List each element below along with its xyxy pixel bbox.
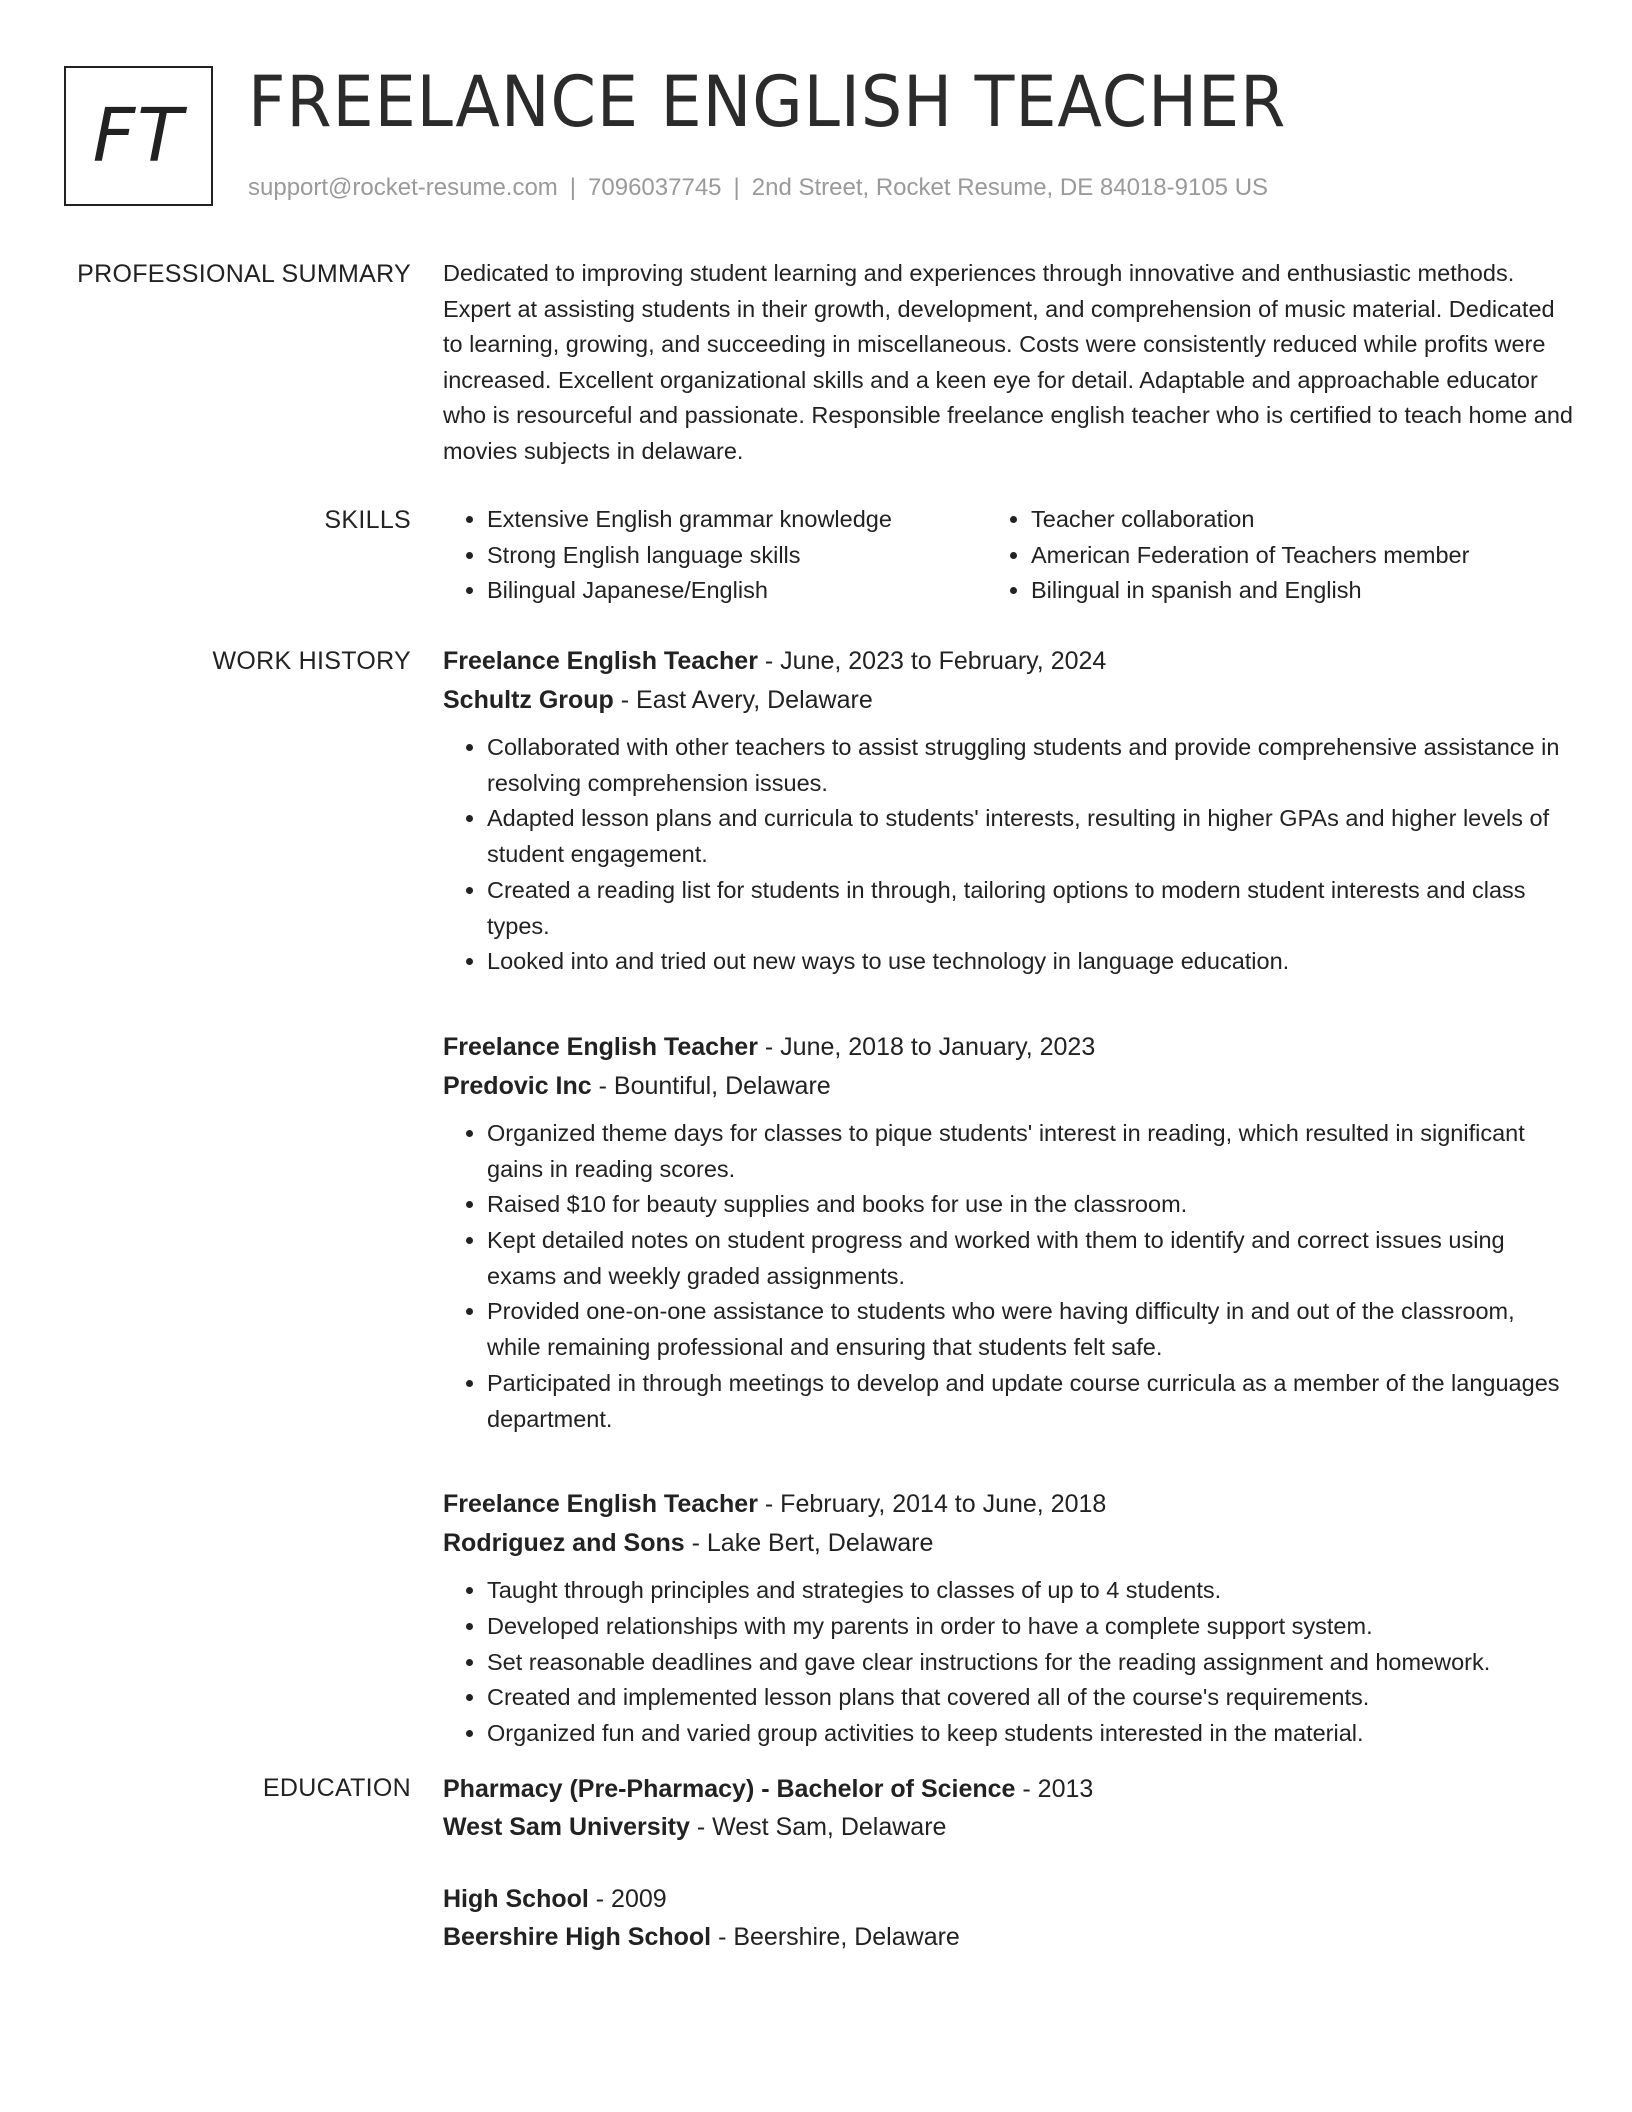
contact-separator: | <box>733 174 740 201</box>
job-bullet: • Adapted lesson plans and curricula to students' interests, resulting in higher GPAs and higher levels of student engagement. <box>487 801 1573 872</box>
contact-email: support@rocket-resume.com <box>248 174 558 201</box>
job-company: Schultz Group <box>443 686 614 714</box>
job-bullet: • Developed relationships with my parents in order to have a complete support system. <box>487 1609 1573 1645</box>
skill-item: • Extensive English grammar knowledge <box>487 502 987 538</box>
job-bullet: • Raised $10 for beauty supplies and books for use in the classroom. <box>487 1187 1573 1223</box>
job-bullet: • Provided one-on-one assistance to students who were having difficulty in and out of the classroom, while remaining professional and ensuring that students felt safe. <box>487 1294 1573 1365</box>
education-year: - 2013 <box>1015 1775 1094 1803</box>
skills-body <box>443 502 1573 609</box>
contact-line <box>248 172 1268 204</box>
contact-address: 2nd Street, Rocket Resume, DE 84018-9105 US <box>751 174 1269 201</box>
monogram-text: FT <box>92 93 185 179</box>
education-label: EDUCATION <box>262 1774 411 1802</box>
education-degree: Pharmacy (Pre-Pharmacy) - Bachelor of Science <box>443 1775 1016 1803</box>
job-bullet: • Collaborated with other teachers to assist struggling students and provide comprehensive assistance in resolving comprehension issues. <box>487 730 1573 801</box>
contact-separator: | <box>569 174 577 201</box>
education-year: - 2009 <box>588 1885 667 1913</box>
skills-list-left <box>443 502 987 609</box>
job-bullet: • Looked into and tried out new ways to use technology in language education. <box>487 944 1573 980</box>
skill-item: • Bilingual Japanese/English <box>487 573 987 609</box>
job-entry <box>443 1028 1573 1437</box>
job-title: Freelance English Teacher <box>443 1490 758 1519</box>
job-title: Freelance English Teacher <box>443 647 758 675</box>
job-title-line <box>443 1485 1573 1524</box>
education-body <box>443 1770 1573 1990</box>
page-title: FREELANCE ENGLISH TEACHER <box>248 61 1287 143</box>
skills-grid <box>443 502 1573 609</box>
job-company: Rodriguez and Sons <box>443 1529 685 1558</box>
education-entry <box>443 1770 1573 1846</box>
education-entry <box>443 1880 1573 1956</box>
job-title-line <box>443 642 1573 681</box>
job-company-line <box>443 681 1573 720</box>
work-history-body <box>443 642 1573 1800</box>
job-location: - Lake Bert, Delaware <box>684 1529 934 1558</box>
work-history-label: WORK HISTORY <box>212 647 411 675</box>
job-entry <box>443 1485 1573 1752</box>
job-entry <box>443 642 1573 980</box>
job-company-line <box>443 1067 1573 1106</box>
job-bullets <box>443 1116 1573 1437</box>
job-dates: - June, 2018 to January, 2023 <box>757 1032 1096 1061</box>
skill-item: • Bilingual in spanish and English <box>1031 573 1531 609</box>
skill-item: • Teacher collaboration <box>1031 502 1531 538</box>
job-bullet: • Set reasonable deadlines and gave clear instructions for the reading assignment and homework. <box>487 1645 1573 1681</box>
education-school-line <box>443 1918 1573 1956</box>
job-title: Freelance English Teacher <box>443 1032 758 1061</box>
education-location: - West Sam, Delaware <box>689 1813 947 1841</box>
job-dates: - June, 2023 to February, 2024 <box>757 647 1107 675</box>
job-location: - Bountiful, Delaware <box>591 1071 831 1100</box>
job-bullet: • Taught through principles and strategies to classes of up to 4 students. <box>487 1573 1573 1609</box>
skill-item: • American Federation of Teachers member <box>1031 538 1531 574</box>
monogram-logo <box>64 66 213 206</box>
education-school: West Sam University <box>443 1813 690 1841</box>
job-bullets <box>443 730 1573 980</box>
contact-phone: 7096037745 <box>588 174 722 201</box>
education-location: - Beershire, Delaware <box>711 1923 960 1951</box>
skills-list-right <box>987 502 1531 609</box>
skill-item: • Strong English language skills <box>487 538 987 574</box>
education-school: Beershire High School <box>443 1923 712 1951</box>
job-bullet: • Participated in through meetings to develop and update course curricula as a member of the languages department. <box>487 1366 1573 1437</box>
job-bullet: • Created a reading list for students in through, tailoring options to modern student interests and class types. <box>487 873 1573 944</box>
job-bullet: • Kept detailed notes on student progress and worked with them to identify and correct issues using exams and weekly graded assignments. <box>487 1223 1573 1294</box>
education-degree-line <box>443 1770 1573 1808</box>
education-school-line <box>443 1808 1573 1846</box>
job-location: - East Avery, Delaware <box>613 686 873 714</box>
job-company-line <box>443 1524 1573 1563</box>
education-degree: High School <box>443 1885 589 1913</box>
job-company: Predovic Inc <box>443 1071 592 1100</box>
job-bullet: • Organized theme days for classes to pique students' interest in reading, which resulted in significant gains in reading scores. <box>487 1116 1573 1187</box>
summary-text: Dedicated to improving student learning and experiences through innovative and enthusiastic methods. Expert at assisting students in their growth, development, and comprehension of music material. Dedicated to learning, growing, and succeeding in miscellaneous. Costs were consistently reduced while profits were increased. Excellent organizational skills and a keen eye for detail. Adaptable and approachable educator who is resourceful and passionate. Responsible freelance english teacher who is certified to teach home and movies subjects in delaware. <box>443 260 1573 464</box>
summary-label: PROFESSIONAL SUMMARY <box>77 260 411 288</box>
skills-label: SKILLS <box>324 506 411 534</box>
education-degree-line <box>443 1880 1573 1918</box>
job-bullets <box>443 1573 1573 1752</box>
job-dates: - February, 2014 to June, 2018 <box>757 1490 1107 1519</box>
summary-body <box>443 256 1573 469</box>
job-bullet: • Created and implemented lesson plans that covered all of the course's requirements. <box>487 1680 1573 1716</box>
job-title-line <box>443 1028 1573 1067</box>
job-bullet: • Organized fun and varied group activities to keep students interested in the material. <box>487 1716 1573 1752</box>
